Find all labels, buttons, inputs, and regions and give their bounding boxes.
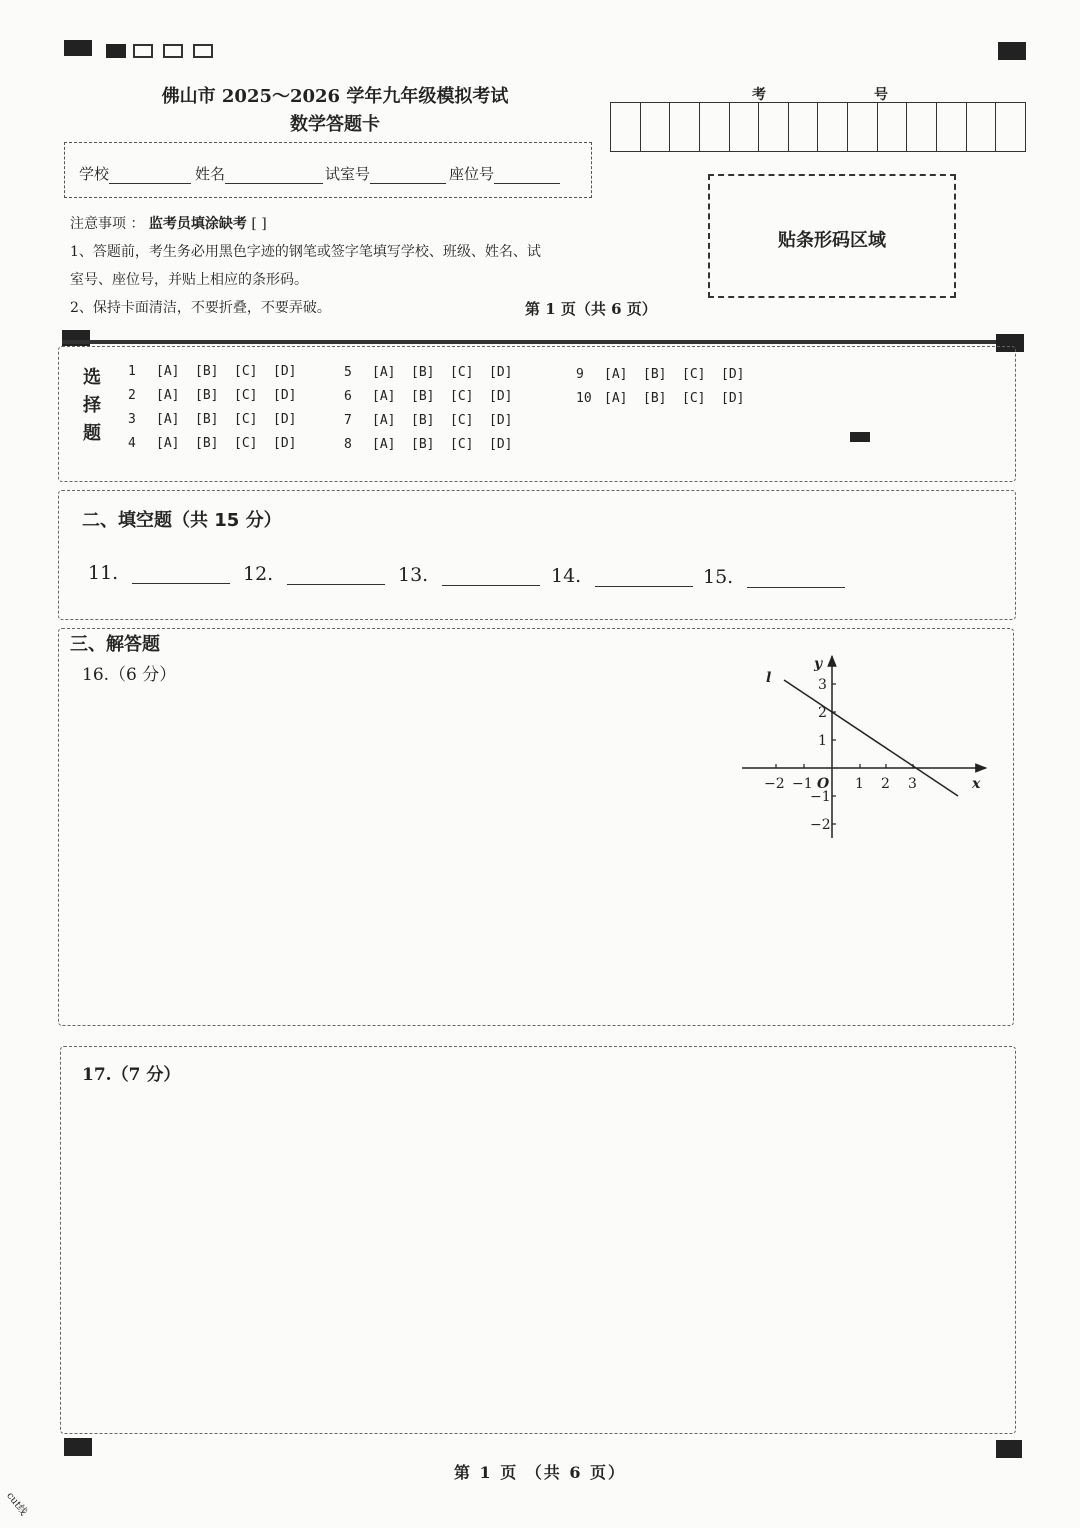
y-axis-label: y xyxy=(814,656,823,672)
mc-option-bubble[interactable]: [C] xyxy=(234,388,258,403)
notice-block xyxy=(70,210,541,322)
mc-option-bubble[interactable]: [C] xyxy=(234,412,258,427)
mc-option-bubble[interactable]: [D] xyxy=(273,388,297,403)
mc-question-row xyxy=(344,437,528,452)
alignment-marker xyxy=(996,1440,1022,1458)
q17-label: 17.（7 分） xyxy=(82,1065,181,1085)
alignment-marker xyxy=(850,432,870,442)
mc-option-bubble[interactable]: [B] xyxy=(411,437,435,452)
divider xyxy=(62,340,1024,344)
mc-option-bubble[interactable]: [B] xyxy=(195,388,219,403)
mc-question-number: 2 xyxy=(128,388,136,403)
mc-option-bubble[interactable]: [A] xyxy=(372,365,396,380)
y-tick-label: 1 xyxy=(818,733,827,749)
mc-option-bubble[interactable]: [D] xyxy=(489,389,513,404)
alignment-marker xyxy=(193,44,213,58)
barcode-label: 贴条形码区域 xyxy=(778,230,886,251)
y-tick-label: −1 xyxy=(810,789,831,805)
mc-question-row xyxy=(576,391,760,406)
alignment-marker xyxy=(64,1438,92,1456)
mc-option-bubble[interactable]: [B] xyxy=(643,391,667,406)
mc-option-bubble[interactable]: [C] xyxy=(234,364,258,379)
mc-option-bubble[interactable]: [A] xyxy=(156,412,180,427)
x-tick-label: 2 xyxy=(881,776,890,792)
mc-option-bubble[interactable]: [D] xyxy=(721,391,745,406)
notice-line: 2、保持卡面清洁，不要折叠，不要弄破。 xyxy=(70,300,331,316)
blank-12[interactable]: 12. xyxy=(243,563,385,585)
page-subtitle: 数学答题卡 xyxy=(290,114,380,135)
mc-option-bubble[interactable]: [D] xyxy=(489,365,513,380)
mc-option-bubble[interactable]: [A] xyxy=(156,436,180,451)
mc-option-bubble[interactable]: [D] xyxy=(273,436,297,451)
alignment-marker xyxy=(133,44,153,58)
mc-option-bubble[interactable]: [C] xyxy=(450,389,474,404)
blank-13[interactable]: 13. xyxy=(398,564,540,586)
x-tick-label: 3 xyxy=(908,776,917,792)
alignment-marker xyxy=(106,44,126,58)
mc-question-number: 4 xyxy=(128,436,136,451)
mc-option-bubble[interactable]: [D] xyxy=(273,364,297,379)
exam-number-label: 考 xyxy=(752,87,766,103)
name-field[interactable]: 姓名 xyxy=(195,163,323,184)
mc-option-bubble[interactable]: [B] xyxy=(195,364,219,379)
alignment-marker xyxy=(998,42,1026,60)
mc-option-bubble[interactable]: [A] xyxy=(604,367,628,382)
absent-label: 监考员填涂缺考 xyxy=(148,216,247,232)
room-field[interactable]: 试室号 xyxy=(325,163,446,184)
mc-option-bubble[interactable]: [D] xyxy=(273,412,297,427)
origin-label: O xyxy=(817,776,830,792)
x-tick-label: 1 xyxy=(855,776,864,792)
mc-option-bubble[interactable]: [B] xyxy=(195,412,219,427)
blank-15[interactable]: 15. xyxy=(703,566,845,588)
mc-question-row xyxy=(128,388,312,403)
y-tick-label: −2 xyxy=(810,817,831,833)
barcode-area xyxy=(708,174,956,298)
school-field[interactable]: 学校 xyxy=(79,163,191,184)
mc-option-bubble[interactable]: [D] xyxy=(721,367,745,382)
x-tick-label: −1 xyxy=(792,776,813,792)
mc-question-number: 10 xyxy=(576,391,592,406)
mc-option-bubble[interactable]: [C] xyxy=(234,436,258,451)
blank-11[interactable]: 11. xyxy=(88,562,230,584)
x-axis-label: x xyxy=(972,776,981,792)
mc-question-number: 7 xyxy=(344,413,352,428)
mc-option-bubble[interactable]: [A] xyxy=(372,437,396,452)
mc-option-bubble[interactable]: [D] xyxy=(489,413,513,428)
mc-question-number: 1 xyxy=(128,364,136,379)
notice-heading: 注意事项 ： xyxy=(70,216,145,232)
alignment-marker xyxy=(64,40,92,56)
seat-field[interactable]: 座位号 xyxy=(449,163,560,184)
mc-question-number: 8 xyxy=(344,437,352,452)
x-tick-label: −2 xyxy=(764,776,785,792)
alignment-marker xyxy=(163,44,183,58)
blank-14[interactable]: 14. xyxy=(551,565,693,587)
mc-option-bubble[interactable]: [B] xyxy=(411,413,435,428)
mc-option-bubble[interactable]: [C] xyxy=(450,437,474,452)
exam-number-grid[interactable] xyxy=(610,102,1026,152)
corner-note: cut线 xyxy=(4,1490,29,1518)
mc-option-bubble[interactable]: [C] xyxy=(682,367,706,382)
notice-line: 室号、座位号，并贴上相应的条形码。 xyxy=(70,272,308,288)
page-marker: 第 1 页（共 6 页） xyxy=(525,300,657,318)
student-info-box xyxy=(64,142,592,198)
fill-blank-title: 二、填空题（共 15 分） xyxy=(82,510,282,531)
mc-option-bubble[interactable]: [C] xyxy=(450,413,474,428)
mc-option-bubble[interactable]: [D] xyxy=(489,437,513,452)
line-label: l xyxy=(766,670,772,686)
mc-question-number: 5 xyxy=(344,365,352,380)
mc-option-bubble[interactable]: [C] xyxy=(682,391,706,406)
mc-question-row xyxy=(344,389,528,404)
mc-option-bubble[interactable]: [C] xyxy=(450,365,474,380)
mc-option-bubble[interactable]: [B] xyxy=(195,436,219,451)
mc-question-row xyxy=(128,436,312,451)
mc-title: 选 择 题 xyxy=(83,367,101,444)
y-tick-label: 3 xyxy=(818,677,827,693)
mc-option-bubble[interactable]: [B] xyxy=(411,389,435,404)
y-tick-label: 2 xyxy=(818,705,827,721)
mc-question-row xyxy=(576,367,760,382)
mc-question-row xyxy=(128,412,312,427)
mc-option-bubble[interactable]: [A] xyxy=(604,391,628,406)
mc-option-bubble[interactable]: [A] xyxy=(372,413,396,428)
mc-option-bubble[interactable]: [B] xyxy=(411,365,435,380)
mc-option-bubble[interactable]: [A] xyxy=(372,389,396,404)
mc-question-row xyxy=(344,365,528,380)
answer-section-title: 三、解答题 xyxy=(70,634,160,655)
page-footer: 第 1 页 （共 6 页） xyxy=(453,1463,627,1482)
q16-label: 16.（6 分） xyxy=(82,665,177,685)
coordinate-graph xyxy=(736,648,996,844)
mc-question-number: 3 xyxy=(128,412,136,427)
mc-question-row xyxy=(344,413,528,428)
exam-number-label: 号 xyxy=(874,87,888,103)
mc-option-bubble[interactable]: [A] xyxy=(156,388,180,403)
absent-checkbox[interactable]: [ ] xyxy=(251,216,267,232)
mc-option-bubble[interactable]: [B] xyxy=(643,367,667,382)
mc-option-bubble[interactable]: [A] xyxy=(156,364,180,379)
notice-line: 1、答题前，考生务必用黑色字迹的钢笔或签字笔填写学校、班级、姓名、试 xyxy=(70,244,541,260)
q17-answer-area[interactable] xyxy=(60,1046,1016,1434)
mc-question-number: 9 xyxy=(576,367,584,382)
page-title: 佛山市 2025～2026 学年九年级模拟考试 xyxy=(161,86,509,107)
mc-question-number: 6 xyxy=(344,389,352,404)
mc-question-row xyxy=(128,364,312,379)
